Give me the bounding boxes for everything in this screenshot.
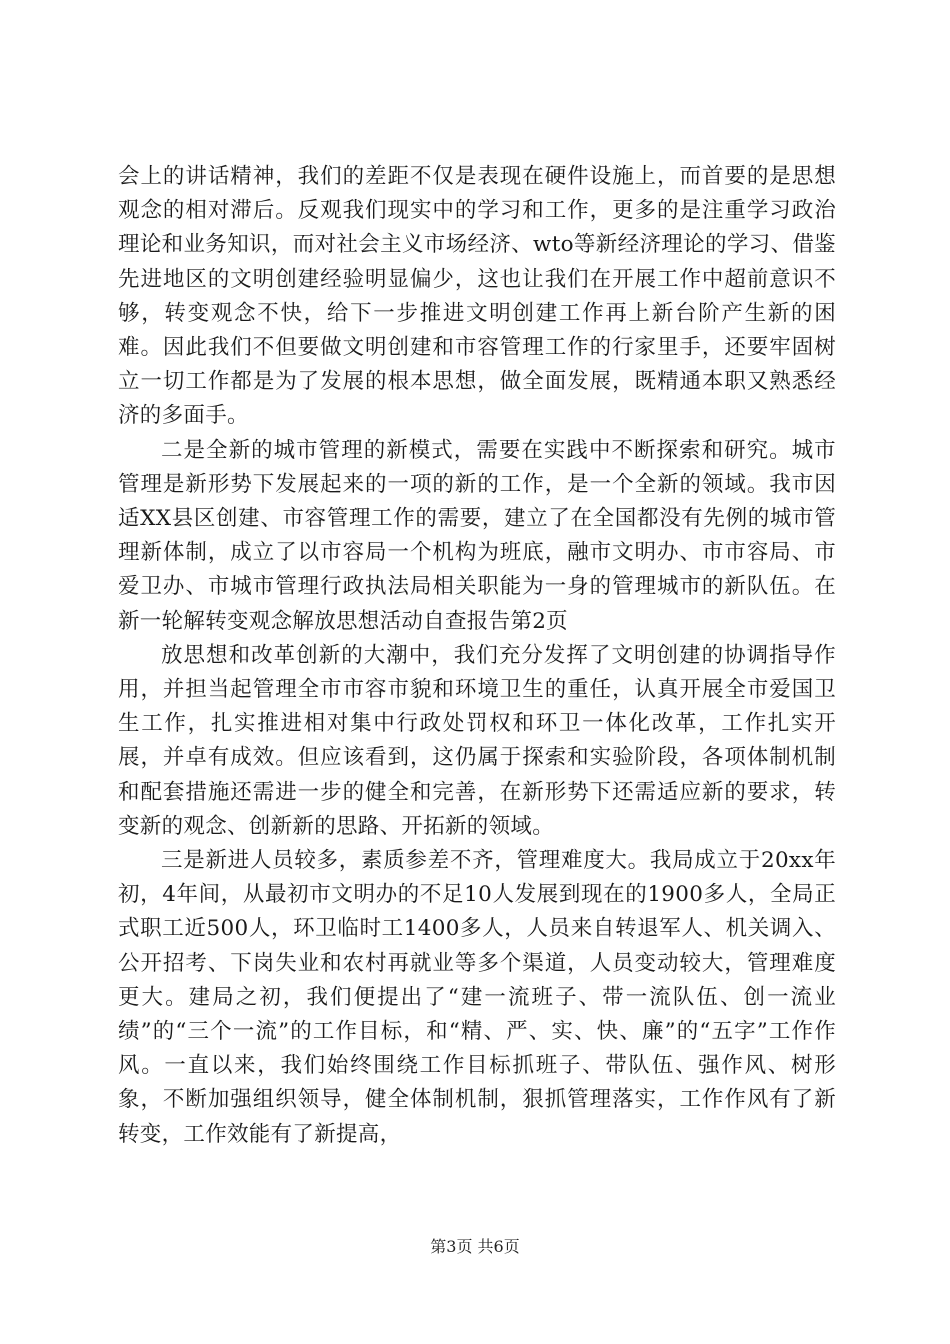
paragraph-4: 三是新进人员较多，素质参差不齐，管理难度大。我局成立于20xx年初，4年间，从最初市文明办的不足10人发展到现在的1900多人，全局正式职工近500人，环卫临时工1400多人，人员来自转退军人、机关调入、公开招考、下岗失业和农村再就业等多个渠道，人员变动较大，管理难度更大。建局之初，我们便提出了“建一流班子、带一流队伍、创一流业绩”的“三个一流”的工作目标，和“精、严、实、快、廉”的“五字”工作作风。一直以来，我们始终围绕工作目标抓班子、带队伍、强作风、树形象，不断加强组织领导，健全体制机制，狠抓管理落实，工作作风有了新转变，工作效能有了新提高， [118,848,836,1147]
paragraph-3: 放思想和改革创新的大潮中，我们充分发挥了文明创建的协调指导作用，并担当起管理全市市容市貌和环境卫生的重任，认真开展全市爱国卫生工作，扎实推进相对集中行政处罚权和环卫一体化改革，工作扎实开展，并卓有成效。但应该看到，这仍属于探索和实验阶段，各项体制机制和配套措施还需进一步的健全和完善，在新形势下还需适应新的要求，转变新的观念、创新新的思路、开拓新的领域。 [118,642,836,839]
body-text [118,160,836,1152]
page-number-footer: 第3页 共6页 [430,1237,520,1256]
paragraph-2: 二是全新的城市管理的新模式，需要在实践中不断探索和研究。城市管理是新形势下发展起来的一项的新的工作，是一个全新的领域。我市因适XX县区创建、市容管理工作的需要，建立了在全国都没有先例的城市管理新体制，成立了以市容局一个机构为班底，融市文明办、市市容局、市爱卫办、市城市管理行政执法局相关职能为一身的管理城市的新队伍。在新一轮解转变观念解放思想活动自查报告第2页 [118,437,836,634]
paragraph-1: 会上的讲话精神，我们的差距不仅是表现在硬件设施上，而首要的是思想观念的相对滞后。反观我们现实中的学习和工作，更多的是注重学习政治理论和业务知识，而对社会主义市场经济、wto等新经济理论的学习、借鉴先进地区的文明创建经验明显偏少，这也让我们在开展工作中超前意识不够，转变观念不快，给下一步推进文明创建工作再上新台阶产生新的困难。因此我们不但要做文明创建和市容管理工作的行家里手，还要牢固树立一切工作都是为了发展的根本思想，做全面发展，既精通本职又熟悉经济的多面手。 [118,164,836,429]
